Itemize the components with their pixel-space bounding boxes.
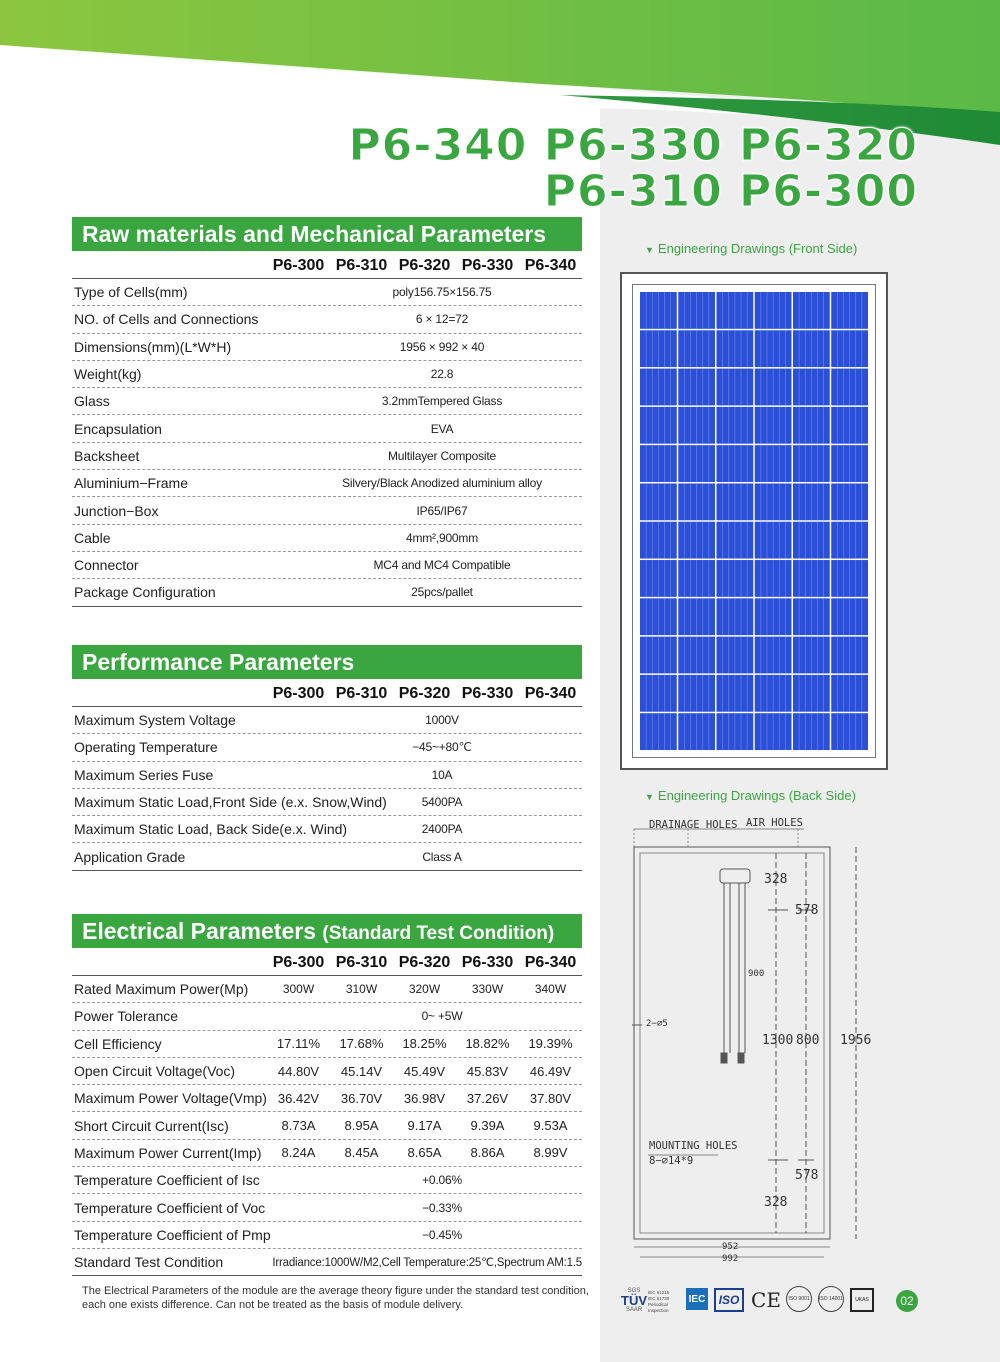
cell: 18.82%	[465, 1036, 510, 1052]
table-row	[72, 306, 582, 333]
model-col: P6-320	[398, 954, 451, 971]
performance-heading: Performance Parameters	[72, 645, 582, 679]
electrical-heading	[72, 914, 582, 948]
model-col: P6-310	[335, 257, 388, 274]
triangle-down-icon: ▼	[645, 245, 654, 255]
row-label: Power Tolerance	[74, 1008, 179, 1025]
row-value: Multilayer Composite	[387, 448, 497, 463]
row-label: Junction−Box	[74, 502, 159, 519]
cell: 8.73A	[281, 1118, 316, 1134]
table-row	[72, 279, 582, 306]
row-label: Connector	[74, 557, 139, 574]
back-drawing-label	[645, 788, 856, 803]
table-row	[72, 443, 582, 470]
cell: 17.68%	[339, 1036, 384, 1052]
cell: 45.14V	[340, 1063, 383, 1079]
table-row	[72, 388, 582, 415]
iso-logo: ISO	[714, 1288, 744, 1312]
row-label: Rated Maximum Power(Mp)	[74, 981, 249, 998]
table-row	[72, 1058, 582, 1085]
row-label: Weight(kg)	[74, 366, 142, 383]
cell: 45.83V	[466, 1063, 509, 1079]
model-col: P6-340	[524, 257, 577, 274]
row-label: Open Circuit Voltage(Voc)	[74, 1063, 236, 1080]
table-row	[72, 1112, 582, 1139]
dim-578-top: 578	[795, 903, 819, 918]
cell: 37.26V	[466, 1090, 509, 1106]
row-value: MC4 and MC4 Compatible	[373, 558, 511, 573]
table-row	[72, 816, 582, 843]
dim-1300: 1300	[762, 1033, 794, 1048]
tuv-logo	[620, 1284, 648, 1316]
row-label: NO. of Cells and Connections	[74, 311, 259, 328]
row-value: 10A	[431, 767, 453, 782]
model-col: P6-310	[335, 954, 388, 971]
model-col: P6-330	[461, 685, 514, 702]
cell: 8.65A	[407, 1145, 442, 1161]
table-row	[72, 1249, 582, 1276]
row-value: 1956 × 992 × 40	[399, 339, 485, 354]
row-cells	[267, 982, 582, 996]
row-label: Temperature Coefficient of Voc	[74, 1199, 266, 1216]
row-value: 2400PA	[421, 822, 463, 837]
cell: 19.39%	[528, 1036, 573, 1052]
electrical-model-header	[72, 948, 582, 976]
table-row	[72, 1222, 582, 1249]
cell: 45.49V	[403, 1063, 446, 1079]
row-value: Silvery/Black Anodized aluminium alloy	[342, 476, 542, 491]
dim-900: 900	[748, 969, 765, 979]
table-row	[72, 1085, 582, 1112]
cell: 36.42V	[277, 1090, 320, 1106]
row-cells	[267, 1118, 582, 1133]
cell: 310W	[345, 982, 378, 997]
table-row	[72, 976, 582, 1003]
row-label: Maximum Series Fuse	[74, 766, 214, 783]
dim-800: 800	[796, 1033, 820, 1048]
row-label: Temperature Coefficient of Isc	[74, 1172, 260, 1189]
iso14001-logo: ISO 14001	[818, 1286, 844, 1312]
table-row	[72, 762, 582, 789]
row-label: Aluminium−Frame	[74, 475, 188, 492]
model-col: P6-330	[461, 257, 514, 274]
front-drawing-label	[645, 241, 857, 256]
row-value: +0.06%	[422, 1173, 462, 1188]
row-value: IP65/IP67	[416, 503, 468, 518]
performance-model-header	[72, 679, 582, 707]
model-col: P6-340	[524, 685, 577, 702]
row-value: −0.45%	[422, 1227, 462, 1242]
row-cells	[267, 1064, 582, 1079]
tuv-top-text: SGS	[627, 1287, 641, 1294]
row-label: Operating Temperature	[74, 739, 218, 756]
tuv-text: TÜV	[621, 1292, 647, 1308]
row-value: Class A	[422, 849, 462, 864]
triangle-down-icon: ▼	[645, 792, 654, 802]
dim-1956: 1956	[840, 1033, 872, 1048]
row-label: Backsheet	[74, 447, 140, 464]
row-label: Application Grade	[74, 848, 186, 865]
row-label: Cell Efficiency	[74, 1035, 162, 1052]
table-row	[72, 734, 582, 761]
cell: 300W	[282, 982, 315, 997]
row-label: Standard Test Condition	[74, 1254, 224, 1271]
cell: 8.86A	[470, 1145, 505, 1161]
table-row	[72, 843, 582, 870]
cell: 8.99V	[533, 1145, 568, 1161]
mechanical-section	[72, 217, 582, 607]
performance-section	[72, 645, 582, 871]
table-row	[72, 552, 582, 579]
model-col: P6-300	[272, 954, 325, 971]
model-col: P6-320	[398, 685, 451, 702]
model-col: P6-300	[272, 685, 325, 702]
row-value: −45~+80℃	[412, 740, 472, 755]
model-col: P6-340	[524, 954, 577, 971]
dim-992: 992	[722, 1254, 739, 1264]
cell: 320W	[408, 982, 441, 997]
row-value: poly156.75×156.75	[392, 285, 492, 300]
page-number: 02	[896, 1290, 918, 1312]
table-row	[72, 579, 582, 606]
electrical-heading-sub: (Standard Test Condition)	[322, 923, 555, 944]
table-row	[72, 1003, 582, 1030]
cell: 36.70V	[340, 1090, 383, 1106]
mounting-holes-label: MOUNTING HOLES	[649, 1140, 738, 1152]
cell: 9.17A	[407, 1118, 442, 1134]
row-label: Temperature Coefficient of Pmp	[74, 1226, 271, 1243]
row-value: 5400PA	[421, 795, 463, 810]
cell: 8.45A	[344, 1145, 379, 1161]
table-row	[72, 525, 582, 552]
solar-cell-grid	[640, 292, 868, 750]
cell: 330W	[471, 982, 504, 997]
row-label: Maximum Power Voltage(Vmp)	[74, 1090, 267, 1107]
cell: 8.95A	[344, 1118, 379, 1134]
row-label: Maximum Power Current(Imp)	[74, 1144, 262, 1161]
air-holes-label: AIR HOLES	[746, 817, 803, 829]
dim-328-bottom: 328	[764, 1195, 788, 1210]
model-col: P6-300	[272, 257, 325, 274]
ce-mark: CE	[751, 1288, 781, 1312]
table-row	[72, 470, 582, 497]
row-cells	[267, 1091, 582, 1106]
row-label: Glass	[74, 393, 110, 410]
row-label: Short Circuit Current(Isc)	[74, 1117, 229, 1134]
row-value: 3.2mmTempered Glass	[381, 394, 503, 409]
row-label: Encapsulation	[74, 420, 162, 437]
row-label: Dimensions(mm)(L*W*H)	[74, 338, 232, 355]
table-row	[72, 1167, 582, 1194]
row-label: Maximum Static Load,Front Side (e.x. Snow,Wind)	[74, 794, 387, 811]
cell: 9.39A	[470, 1118, 505, 1134]
dim-328-top: 328	[764, 872, 788, 887]
cell: 36.98V	[403, 1090, 446, 1106]
table-row	[72, 1031, 582, 1058]
drainage-holes-label: DRAINAGE HOLES	[649, 819, 738, 831]
table-row	[72, 497, 582, 524]
mounting-holes-spec: 8−⌀14*9	[649, 1155, 694, 1167]
table-row	[72, 361, 582, 388]
iso9001-logo: ISO 9001	[786, 1286, 812, 1312]
cell: 44.80V	[277, 1063, 320, 1079]
footnote: The Electrical Parameters of the module are the average theory figure under the standard test condition, each one exists difference. Can not be treated as the basis of module delivery.	[82, 1285, 589, 1311]
back-drawing-label-text: Engineering Drawings (Back Side)	[657, 788, 856, 803]
mechanical-model-header	[72, 251, 582, 279]
row-value: Irradiance:1000W/M2,Cell Temperature:25℃,Spectrum AM:1.5	[272, 1257, 582, 1270]
tuv-notes	[648, 1290, 686, 1314]
iec-logo: IEC	[686, 1288, 708, 1310]
ukas-logo: UKAS	[850, 1288, 874, 1312]
row-value: 22.8	[430, 367, 454, 382]
cell: 37.80V	[529, 1090, 572, 1106]
table-row	[72, 707, 582, 734]
row-value: −0.33%	[422, 1200, 462, 1215]
model-col: P6-320	[398, 257, 451, 274]
row-value: EVA	[430, 421, 454, 436]
tuv-note: IEC 61730	[648, 1296, 670, 1301]
row-value: 4mm²,900mm	[405, 530, 478, 545]
cell: 9.53A	[533, 1118, 568, 1134]
electrical-heading-main: Electrical Parameters	[82, 918, 316, 944]
row-label: Type of Cells(mm)	[74, 284, 188, 301]
table-row	[72, 1140, 582, 1167]
electrical-section	[72, 914, 582, 1276]
row-value: 6 × 12=72	[415, 312, 469, 327]
tuv-sub-text: SAAR	[625, 1306, 643, 1313]
front-drawing-label-text: Engineering Drawings (Front Side)	[657, 241, 858, 256]
table-row	[72, 415, 582, 442]
row-value: 0~ +5W	[421, 1009, 463, 1024]
row-value: 25pcs/pallet	[411, 585, 473, 600]
row-cells	[267, 1036, 582, 1051]
cell: 46.49V	[529, 1063, 572, 1079]
model-title-line2: P6-310 P6-300	[543, 166, 918, 217]
cell: 17.11%	[276, 1036, 321, 1052]
dim-578-bottom: 578	[795, 1168, 819, 1183]
cell: 340W	[534, 982, 567, 997]
cell: 18.25%	[402, 1036, 447, 1052]
table-row	[72, 334, 582, 361]
table-row	[72, 789, 582, 816]
mechanical-heading: Raw materials and Mechanical Parameters	[72, 217, 582, 251]
model-col: P6-310	[335, 685, 388, 702]
model-col: P6-330	[461, 954, 514, 971]
row-label: Cable	[74, 529, 111, 546]
row-value: 1000V	[425, 713, 459, 728]
tuv-note: IEC 61215	[648, 1290, 670, 1295]
row-label: Maximum System Voltage	[74, 712, 236, 729]
certification-logos	[620, 1284, 920, 1318]
dim-952: 952	[722, 1242, 739, 1252]
tuv-note: Periodical Inspection	[648, 1302, 669, 1313]
row-label: Package Configuration	[74, 584, 216, 601]
table-row	[72, 1194, 582, 1221]
dim-2-phi5: 2−⌀5	[646, 1019, 668, 1029]
model-title-line1: P6-340 P6-330 P6-320	[348, 120, 918, 171]
row-label: Maximum Static Load, Back Side(e.x. Wind)	[74, 821, 348, 838]
cell: 8.24A	[281, 1145, 316, 1161]
row-cells	[267, 1145, 582, 1160]
